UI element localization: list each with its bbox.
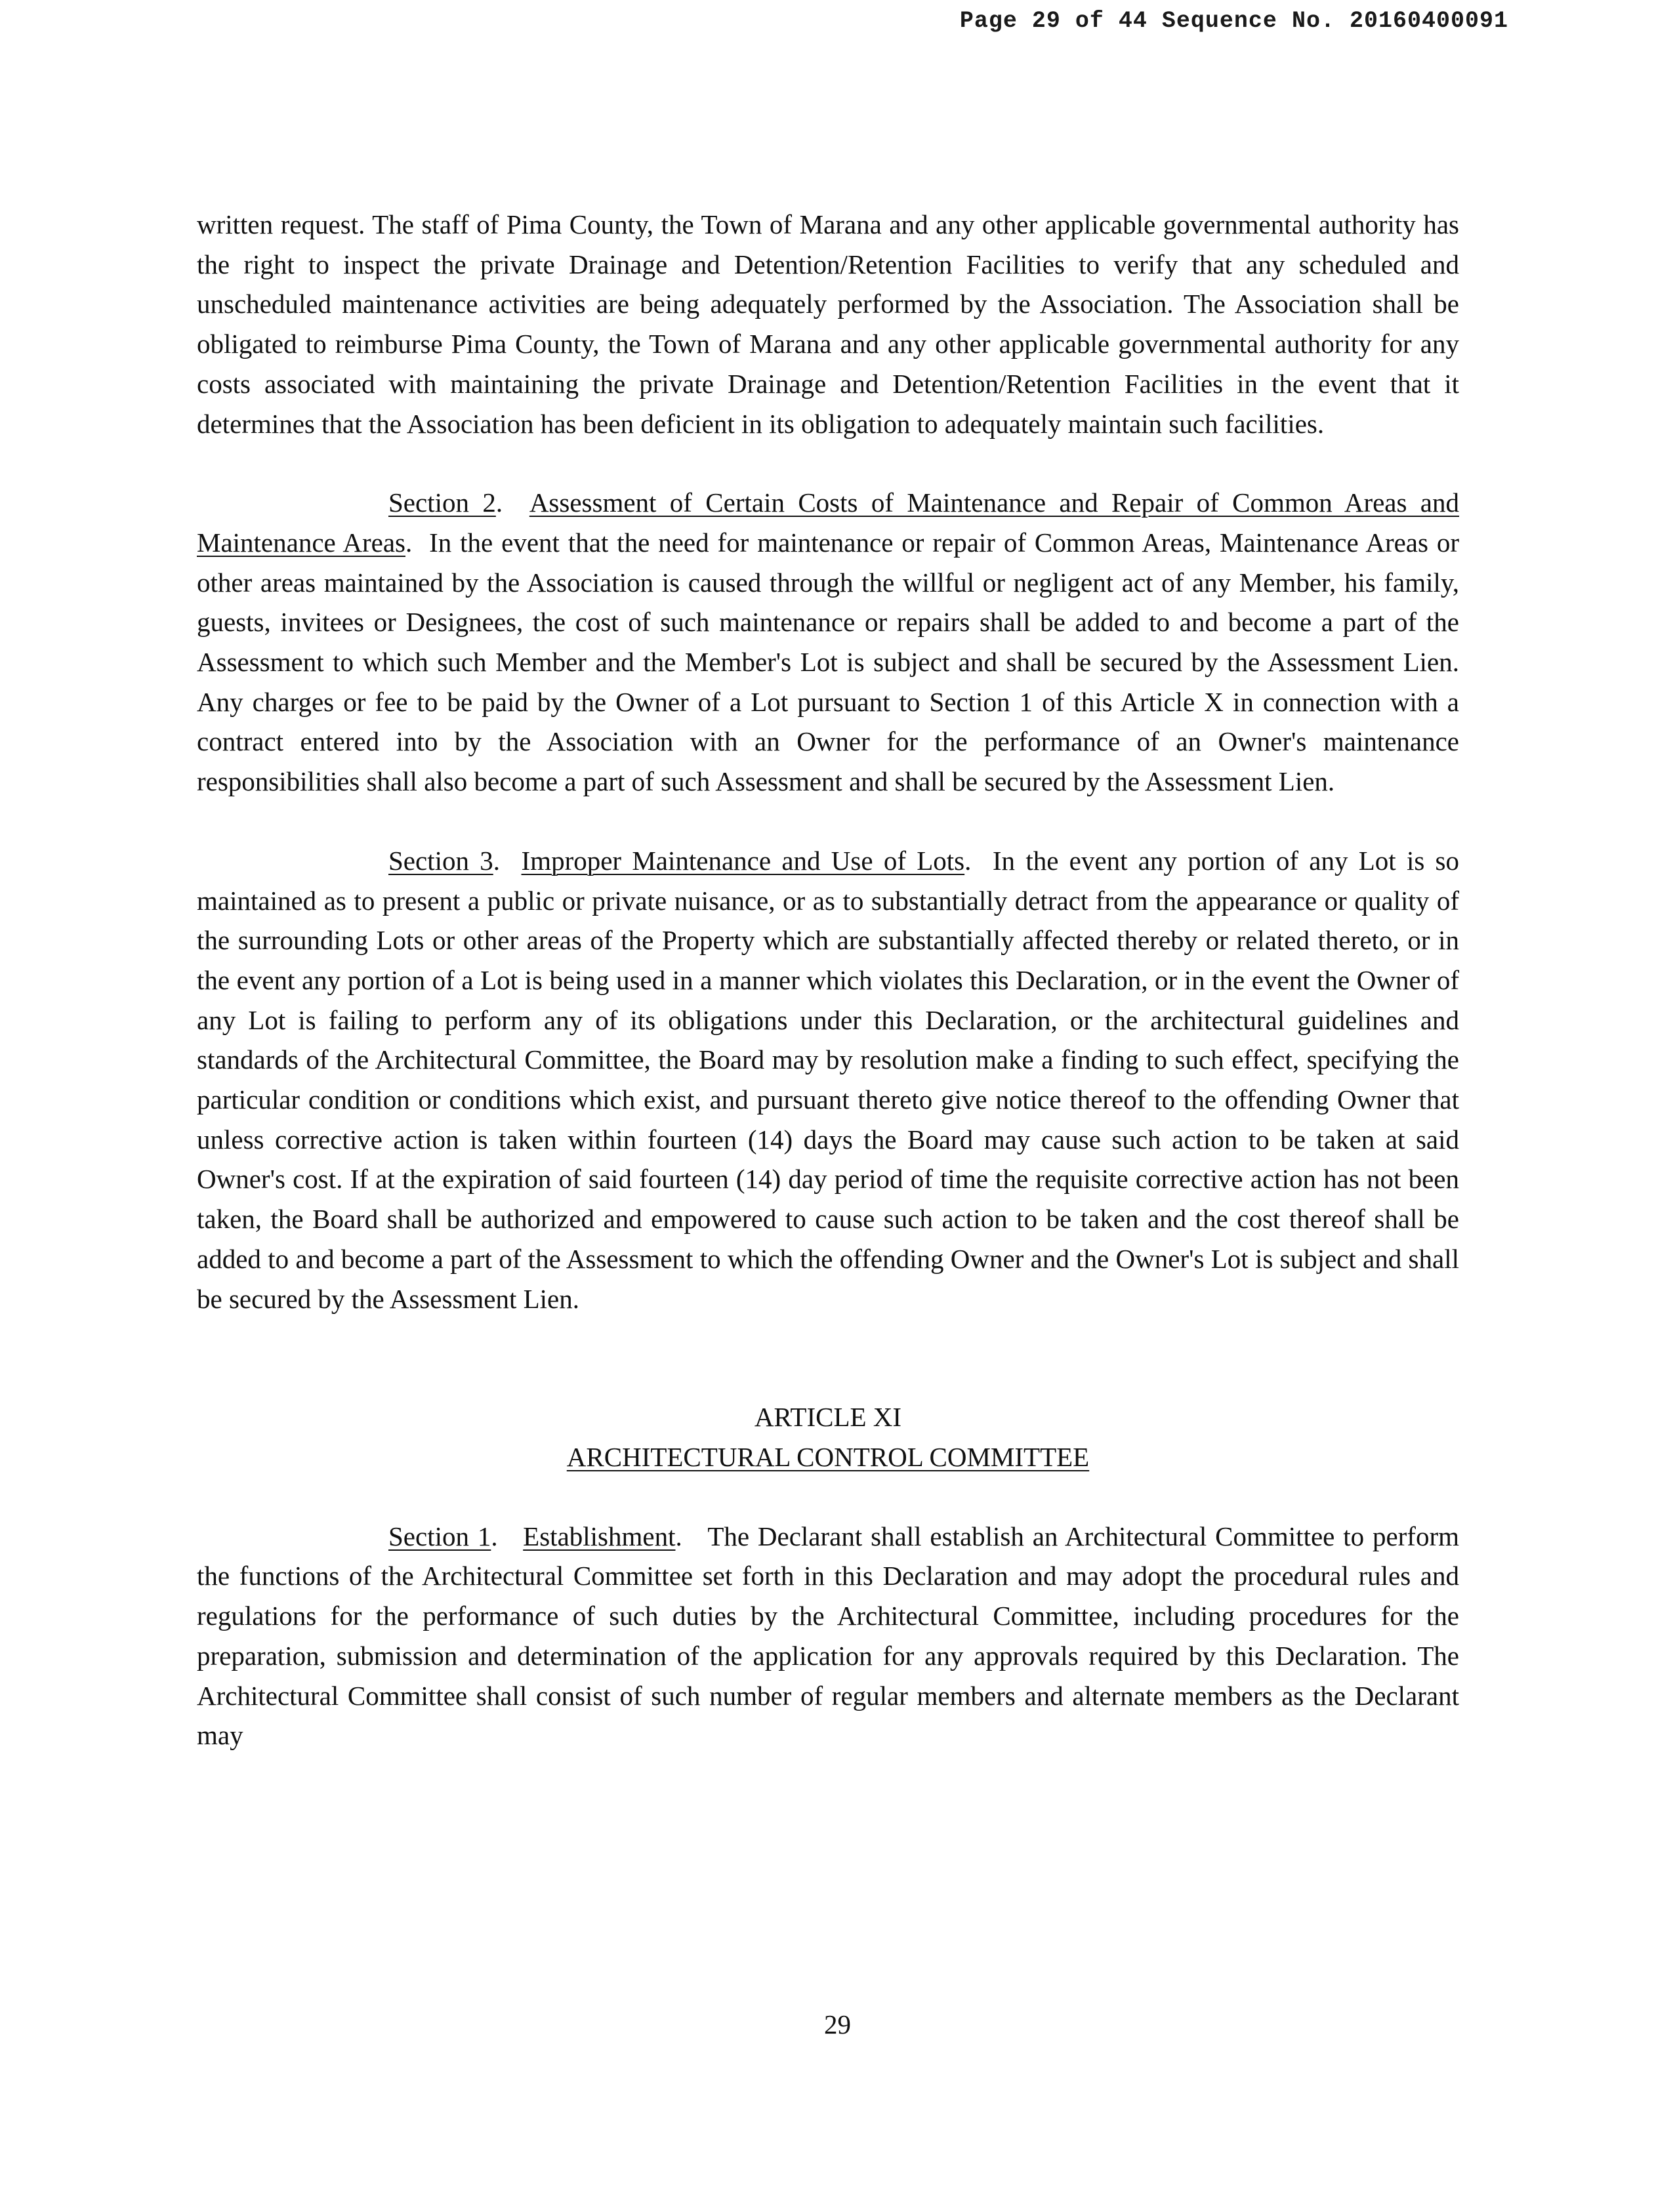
section-3-paragraph: Section 3. Improper Maintenance and Use of Lots. In the event any portion of any Lot is so maintained as to present a public or private nuisance, or as to substantially detract from the appearance or quality of the surrounding Lots or other areas of the Property which are substantially affected thereby or related thereto, or in the event any portion of a Lot is being used in a manner which violates this Declaration, or in the event the Owner of any Lot is failing to perform any of its obligations under this Declaration, or the architectural guidelines and standards of the Architectural Committee, the Board may by resolution make a finding to such effect, specifying the particular condition or conditions which exist, and pursuant thereto give notice thereof to the offending Owner that unless corrective action is taken within fourteen (14) days the Board may cause such action to be taken at said Owner's cost. If at the expiration of said fourteen (14) day period of time the requisite corrective action has not been taken, the Board shall be authorized and empowered to cause such action to be taken and the cost thereof shall be added to and become a part of the Assessment to which the offending Owner and the Owner's Lot is subject and shall be secured by the Assessment Lien. [197,845,1460,1314]
paragraph-continued: written request. The staff of Pima County, the Town of Marana and any other applicable governmental authority has the right to inspect the private Drainage and Detention/Retention Facilities to verify that any scheduled and unscheduled maintenance activities are being adequately performed by the Association. The Association shall be obligated to reimburse Pima County, the Town of Marana and any other applicable governmental authority for any costs associated with maintaining the private Drainage and Detention/Retention Facilities in the event that it determines that the Association has been deficient in its obligation to adequately maintain such facilities. [197,209,1459,439]
section-2-body: In the event that the need for maintenance or repair of Common Areas, Maintenance Areas or other areas maintained by the Association is caused through the willful or negligent act of any Member, his family, guests, invitees or Designees, the cost of such maintenance or repairs shall be added to and become a part of the Assessment to which such Member and the Member's Lot is subject and shall be secured by the Assessment Lien. Any charges or fee to be paid by the Owner of a Lot pursuant to Section 1 of this Article X in connection with a contract entered into by the Association with an Owner for the performance of an Owner's maintenance responsibilities shall also become a part of such Assessment and shall be secured by the Assessment Lien. [197,527,1460,797]
section-3-title: Improper Maintenance and Use of Lots [521,845,965,876]
article-section-1-title: Establishment [523,1521,676,1551]
article-title: ARCHITECTURAL CONTROL COMMITTEE [566,1441,1090,1472]
page-header: Page 29 of 44 Sequence No. 20160400091 [959,8,1508,34]
section-2-title: Assessment of Certain Costs of Maintenance and Repair of Common Areas and Maintenance Areas [197,487,1460,558]
article-section-1-label: Section 1 [388,1521,491,1551]
article-number: ARTICLE XI [754,1402,902,1433]
article-section-1-paragraph: Section 1. Establishment. The Declarant shall establish an Architectural Committee to perform the functions of the Architectural Committee set forth in this Declaration and may adopt the procedural rules and regulations for the performance of such duties by the Architectural Committee, including procedures for the preparation, submission and determination of the application for any approvals required by this Declaration. The Architectural Committee shall consist of such number of regular members and alternate members as the Declarant may [197,1521,1460,1751]
section-2-paragraph: Section 2. Assessment of Certain Costs of Maintenance and Repair of Common Areas and Maintenance Areas. In the event that the need for maintenance or repair of Common Areas, Maintenance Areas or other areas maintained by the Association is caused through the willful or negligent act of any Member, his family, guests, invitees or Designees, the cost of such maintenance or repairs shall be added to and become a part of the Assessment to which such Member and the Member's Lot is subject and shall be secured by the Assessment Lien. Any charges or fee to be paid by the Owner of a Lot pursuant to Section 1 of this Article X in connection with a contract entered into by the Association with an Owner for the performance of an Owner's maintenance responsibilities shall also become a part of such Assessment and shall be secured by the Assessment Lien. [197,487,1460,797]
page-number: 29 [824,2009,851,2039]
section-3-body: In the event any portion of any Lot is so maintained as to present a public or private nuisance, or as to substantially detract from the appearance or quality of the surrounding Lots or other areas of the Property which are substantially affected thereby or related thereto, or in the event any portion of a Lot is being used in a manner which violates this Declaration, or in the event the Owner of any Lot is failing to perform any of its obligations under this Declaration, or the architectural guidelines and standards of the Architectural Committee, the Board may by resolution make a finding to such effect, specifying the particular condition or conditions which exist, and pursuant thereto give notice thereof to the offending Owner that unless corrective action is taken within fourteen (14) days the Board may cause such action to be taken at said Owner's cost. If at the expiration of said fourteen (14) day period of time the requisite corrective action has not been taken, the Board shall be authorized and empowered to cause such action to be taken and the cost thereof shall be added to and become a part of the Assessment to which the offending Owner and the Owner's Lot is subject and shall be secured by the Assessment Lien. [197,845,1460,1314]
section-3-label: Section 3 [388,845,493,876]
section-2-label: Section 2 [388,487,496,518]
article-section-1-body: The Declarant shall establish an Architectural Committee to perform the functions of the Architectural Committee set forth in this Declaration and may adopt the procedural rules and regulations for the performance of such duties by the Architectural Committee, including procedures for the preparation, submission and determination of the application for any approvals required by this Declaration. The Architectural Committee shall consist of such number of regular members and alternate members as the Declarant may [197,1521,1460,1751]
article-heading [197,1397,1459,1477]
document-body [197,205,1459,1755]
